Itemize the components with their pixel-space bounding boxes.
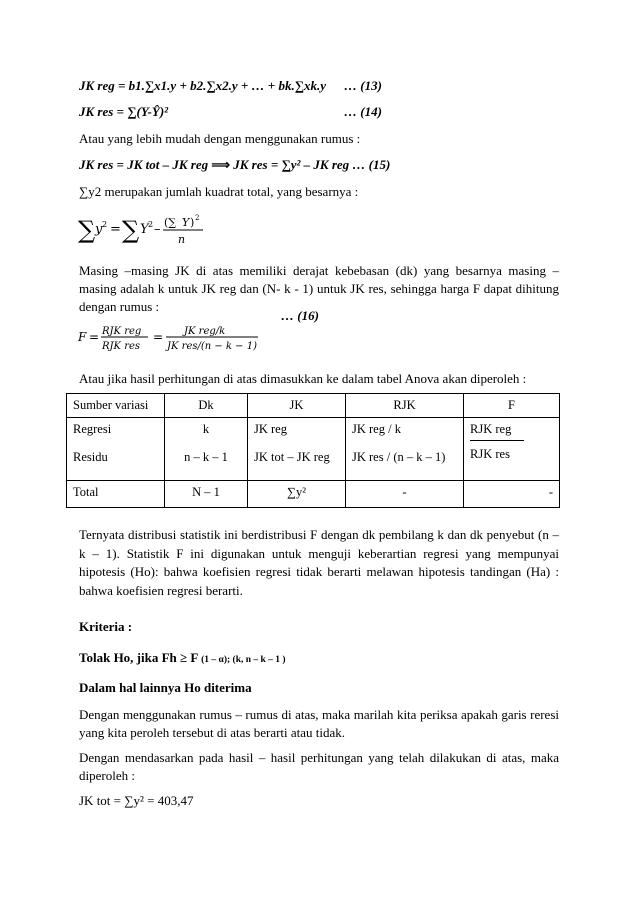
jk-residu: JK tot – JK reg: [254, 450, 330, 464]
paragraph-4: Atau jika hasil perhitungan di atas dimasukkan ke dalam tabel Anova akan diperoleh :: [79, 371, 527, 386]
paragraph-3: Masing –masing JK di atas memiliki derajat kebebasan (dk) yang besarnya masing – masing adalah k untuk JK reg dan (N- k - 1) untuk JK res, sehingga harga F dapat dihitung dengan rumus :: [79, 263, 559, 314]
table-cell: -: [464, 481, 560, 508]
table-header-cell: JK: [248, 394, 346, 418]
f-denominator: RJK res: [470, 447, 510, 461]
table-header-cell: Sumber variasi: [67, 394, 165, 418]
reject-criterion-main: Tolak Ho, jika Fh ≥ F: [79, 650, 198, 665]
svg-text:(∑: (∑: [164, 216, 177, 229]
equation-13: [79, 78, 326, 94]
total-sum-squares-formula: [78, 212, 228, 250]
table-header-cell: RJK: [346, 394, 464, 418]
table-cell-source: [67, 418, 165, 481]
table-cell-f: [464, 418, 560, 481]
equation-15-right: JK res = ∑y² – JK reg: [233, 157, 350, 172]
paragraph-1: Atau yang lebih mudah dengan menggunakan rumus :: [79, 131, 361, 146]
table-cell: -: [346, 481, 464, 508]
reject-criterion-subscript: (1 – α); (k, n – k – 1 ): [201, 655, 286, 665]
paragraph-2: ∑y2 merupakan jumlah kuadrat total, yang besarnya :: [79, 184, 359, 199]
equation-15-left: JK res = JK tot – JK reg: [79, 157, 209, 172]
equation-15: [79, 157, 390, 173]
svg-text:–: –: [154, 222, 161, 237]
paragraph-5: Ternyata distribusi statistik ini berdistribusi F dengan dk pembilang k dan dk penyebut (n – k – 1). Statistik F ini digunakan untuk menguji keberartian regresi yang mempunyai hipotesis (Ho): bahwa koefisien regresi tidak berarti melawan hipotesis tandingan (Ha) : bahwa koefisien regresi berarti.: [79, 527, 559, 598]
implies-arrow-icon: ⟹: [211, 157, 231, 172]
table-header-row: [67, 394, 560, 418]
svg-text:=: =: [110, 222, 121, 237]
accept-criterion: Dalam hal lainnya Ho diterima: [79, 680, 252, 695]
anova-table: [66, 393, 560, 508]
svg-text:2: 2: [195, 214, 200, 222]
paragraph-7: Dengan mendasarkan pada hasil – hasil perhitungan yang telah dilakukan di atas, maka diperoleh :: [79, 750, 559, 783]
svg-text:∑: ∑: [78, 216, 96, 244]
equation-15-ref: … (15): [352, 157, 391, 172]
table-header-cell: Dk: [165, 394, 248, 418]
table-row-total: [67, 481, 560, 508]
table-cell: N – 1: [165, 481, 248, 508]
svg-text:): ): [190, 216, 195, 229]
reject-criterion: [79, 650, 286, 668]
jk-total-value: JK tot = ∑y² = 403,47: [79, 793, 194, 808]
equation-16-ref: … (16): [281, 308, 319, 323]
kriteria-heading: Kriteria :: [79, 619, 133, 634]
svg-text:Y: Y: [182, 216, 190, 229]
equation-14-ref: … (14): [344, 104, 382, 119]
svg-text:Y: Y: [140, 222, 149, 237]
svg-text:n: n: [178, 233, 186, 246]
svg-text:2: 2: [148, 220, 154, 229]
svg-text:=: =: [89, 330, 100, 344]
equation-14: JK res = ∑(Y-Ŷ)²: [79, 104, 169, 119]
dk-residu: n – k – 1: [184, 450, 228, 464]
table-cell: ∑y²: [248, 481, 346, 508]
table-cell-rjk: [346, 418, 464, 481]
dk-regresi: k: [202, 422, 210, 436]
svg-text:=: =: [153, 330, 164, 344]
svg-text:JK res/(n − k − 1): JK res/(n − k − 1): [167, 341, 257, 352]
table-row: [67, 418, 560, 481]
rjk-regresi: JK reg / k: [352, 422, 401, 436]
equation-13-ref: … (13): [344, 78, 382, 93]
svg-text:y: y: [95, 222, 103, 237]
table-header-cell: F: [464, 394, 560, 418]
svg-text:JK reg/k: JK reg/k: [184, 326, 226, 337]
svg-text:RJK reg: RJK reg: [102, 326, 142, 337]
table-cell-jk: [248, 418, 346, 481]
table-cell-dk: [165, 418, 248, 481]
paragraph-6: Dengan menggunakan rumus – rumus di atas, maka marilah kita periksa apakah garis reresi yang kita peroleh tersebut di atas berarti atau tidak.: [79, 707, 559, 740]
equation-13-text: JK reg = b1.∑x1.y + b2.∑x2.y + … + bk.∑xk.y: [79, 78, 326, 93]
fraction-line: [470, 440, 524, 441]
f-numerator: RJK reg: [470, 422, 512, 436]
rjk-residu: JK res / (n – k – 1): [352, 450, 446, 464]
f-statistic-formula: [78, 322, 278, 356]
svg-text:RJK res: RJK res: [102, 341, 141, 352]
svg-text:2: 2: [102, 220, 108, 229]
source-residu: Residu: [73, 450, 108, 464]
svg-text:∑: ∑: [122, 216, 140, 244]
jk-regresi: JK reg: [254, 422, 287, 436]
svg-text:F: F: [78, 330, 87, 344]
source-regresi: Regresi: [73, 422, 112, 436]
table-cell: Total: [67, 481, 165, 508]
